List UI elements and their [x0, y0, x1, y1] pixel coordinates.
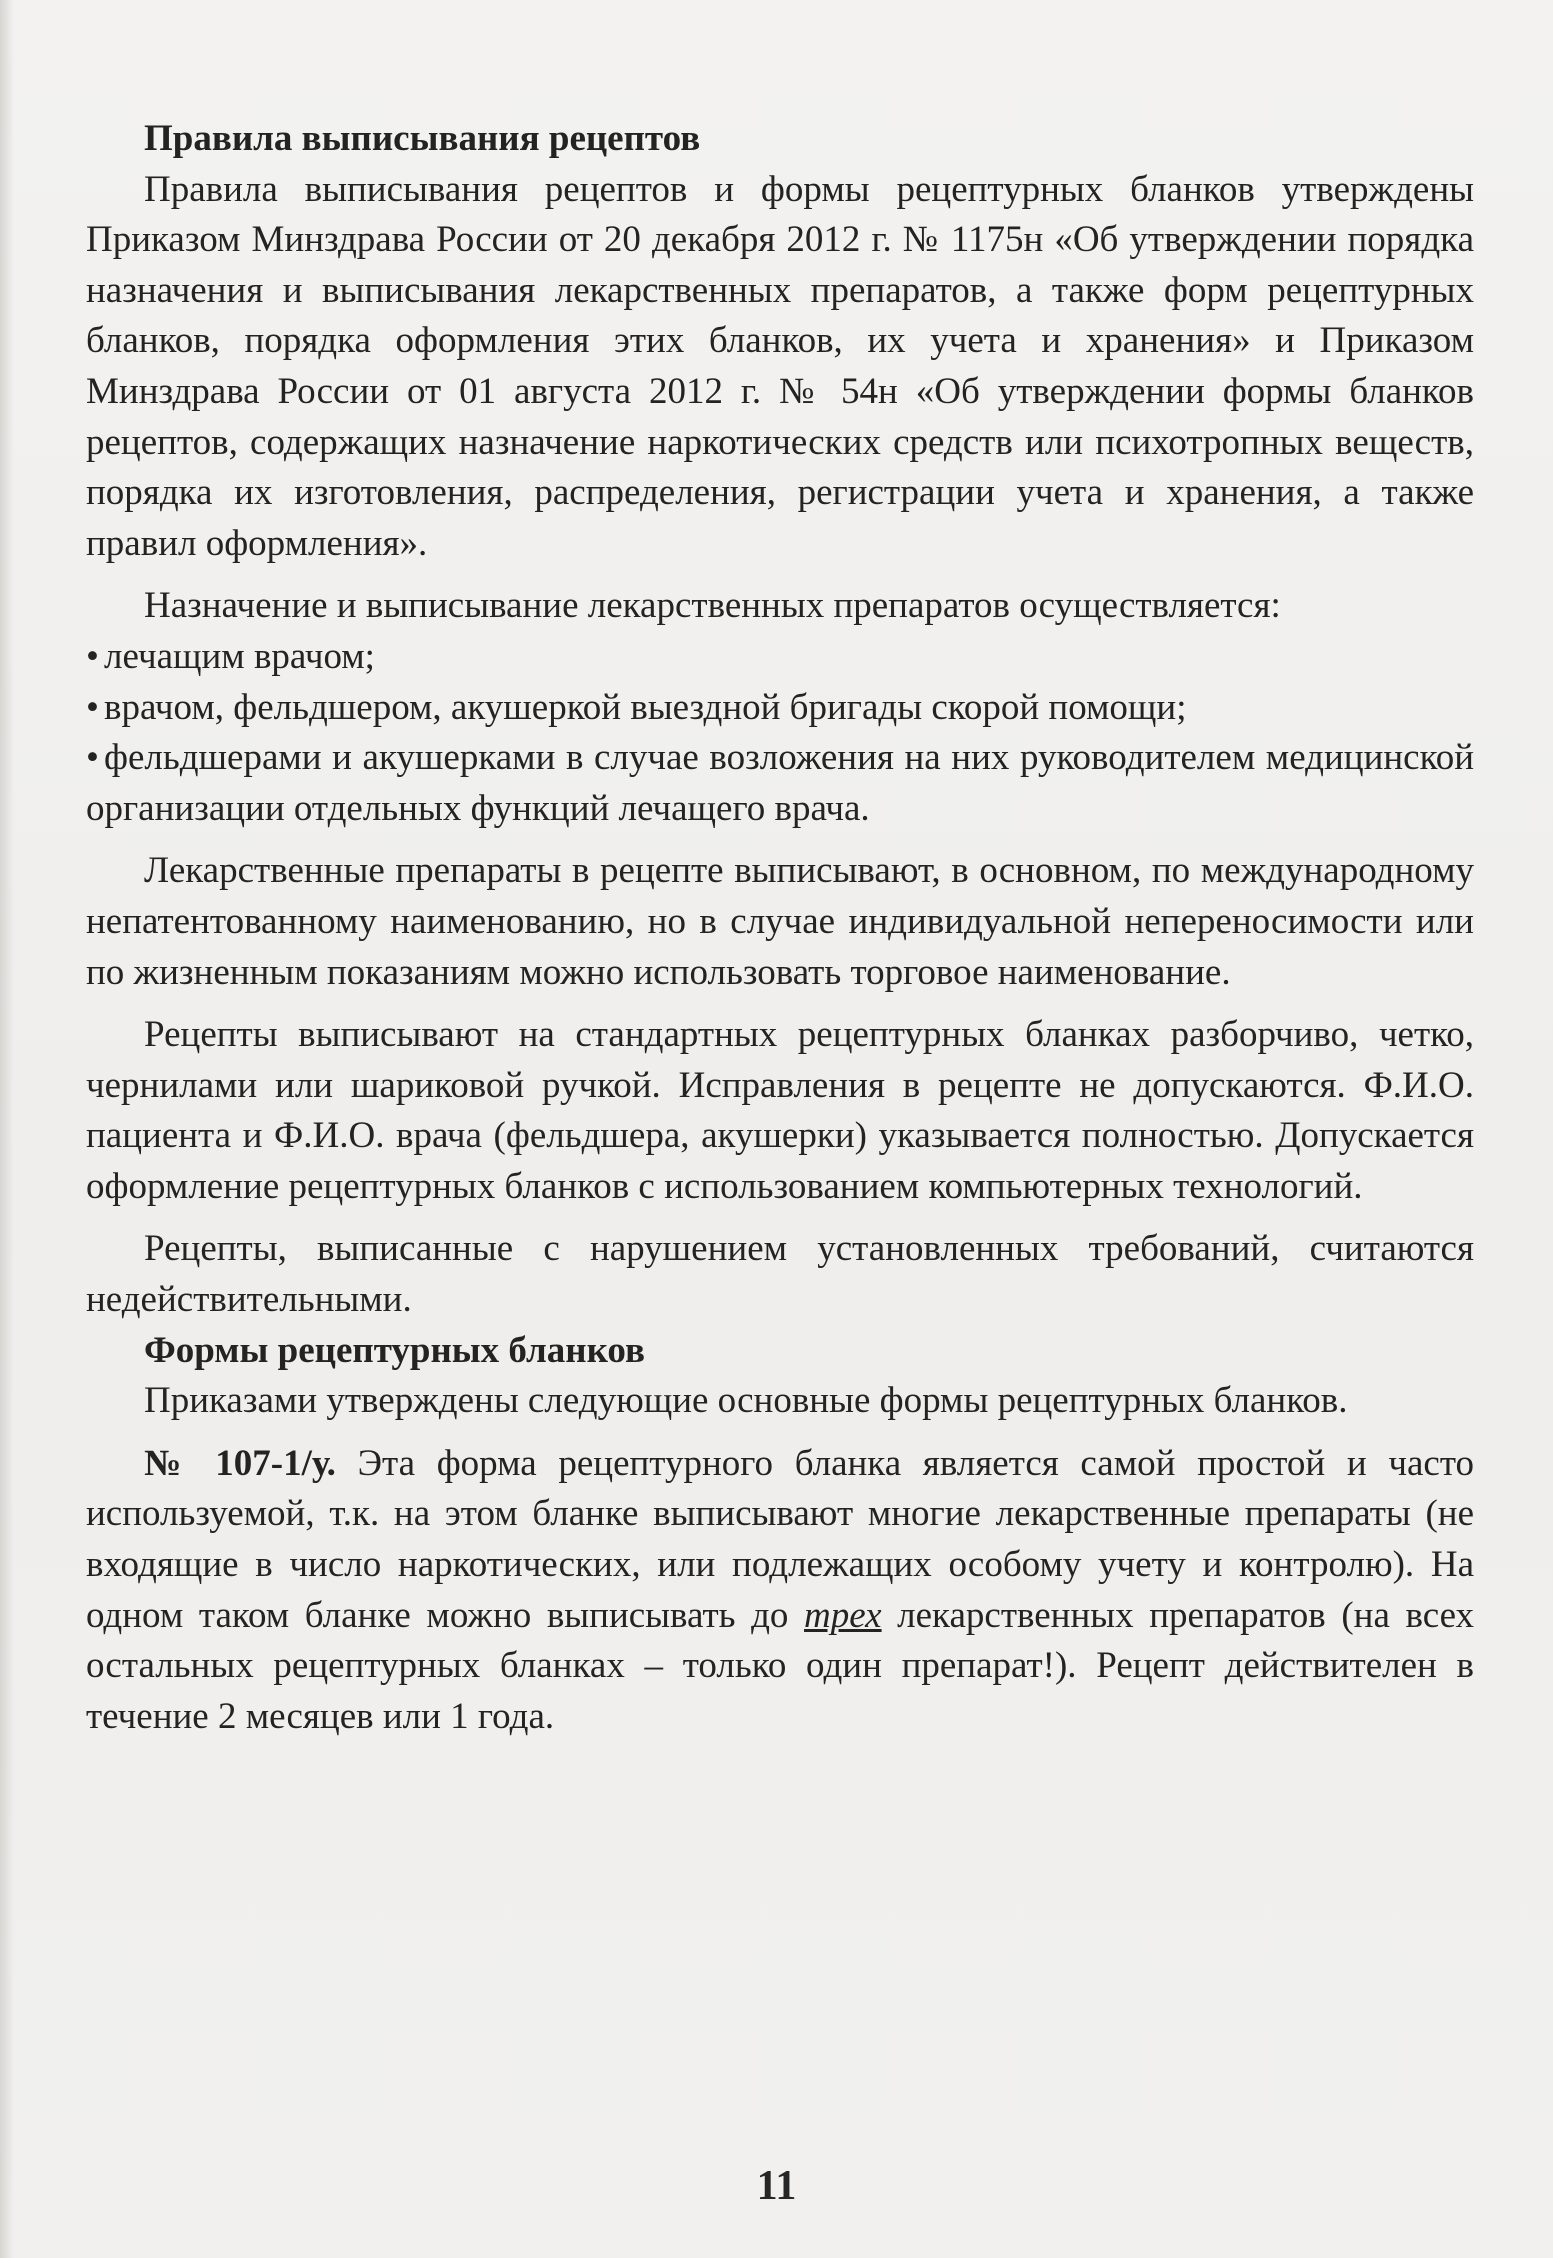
- list-item: [86, 683, 1474, 734]
- list-item-text: врачом, фельдшером, акушеркой выездной бригады скорой помощи;: [104, 686, 1187, 728]
- page-text: [86, 114, 1474, 1742]
- paragraph-invalid-prescriptions: Рецепты, выписанные с нарушением установленных требований, считаются недействительными.: [86, 1228, 1474, 1321]
- bullet-icon: •: [86, 686, 99, 728]
- prescriber-list: [86, 632, 1474, 834]
- list-item-text: фельдшерами и акушерками в случае возложения на них руководителем медицинской организации отдельных функций лечащего врача.: [86, 737, 1474, 829]
- paragraph-who-prescribes: Назначение и выписывание лекарственных препаратов осуществляется:: [144, 585, 1281, 627]
- emphasis-three: трех: [804, 1594, 882, 1636]
- scan-edge-shadow: [0, 0, 14, 2258]
- page-number: 11: [756, 2163, 797, 2209]
- form-107-text-part1: Эта форма рецептурного бланка является самой простой и часто используемой, т.к. на этом бланке выписывают многие лекарственные препараты (не входящие в число наркотических, или подлежащих особому учету и контролю). На одном таком бланке можно выписывать до: [86, 1442, 1474, 1636]
- paragraph-forms-intro: Приказами утверждены следующие основные формы рецептурных бланков.: [144, 1380, 1348, 1422]
- list-item: [86, 632, 1474, 683]
- list-item-text: лечащим врачом;: [104, 635, 375, 677]
- list-item: [86, 733, 1474, 834]
- section-heading-prescription-rules: Правила выписывания рецептов: [144, 118, 701, 159]
- paragraph-drug-naming: Лекарственные препараты в рецепте выписывают, в основном, по международному непатентованному наименованию, но в случае индивидуальной непереносимости или по жизненным показаниям можно использовать торговое наименование.: [86, 850, 1474, 993]
- section-heading-form-types: Формы рецептурных бланков: [144, 1329, 645, 1371]
- bullet-icon: •: [86, 737, 99, 779]
- form-name-107: № 107-1/у.: [144, 1442, 336, 1484]
- bullet-icon: •: [86, 635, 99, 677]
- paragraph-orders: Правила выписывания рецептов и формы рецептурных бланков утверждены Приказом Минздрава России от 20 декабря 2012 г. № 1175н «Об утверждении порядка назначения и выписывания лекарственных препаратов, а также форм рецептурных бланков, порядка оформления этих бланков, их учета и хранения» и Приказом Минздрава России от 01 августа 2012 г. № 54н «Об утверждении формы бланков рецептов, содержащих назначение наркотических средств или психотропных веществ, порядка их изготовления, распределения, регистрации учета и хранения, а также правил оформления».: [86, 168, 1474, 564]
- paragraph-form-107: [86, 1439, 1474, 1743]
- form-107-text-part2: лекарственных препаратов (на всех остальных рецептурных бланках – только один препарат!). Рецепт действителен в течение 2 месяцев или 1 года.: [86, 1594, 1475, 1737]
- paragraph-writing-rules: Рецепты выписывают на стандартных рецептурных бланках разборчиво, четко, чернилами или шариковой ручкой. Исправления в рецепте не допускаются. Ф.И.О. пациента и Ф.И.О. врача (фельдшера, акушерки) указывается полностью. Допускается оформление рецептурных бланков с использованием компьютерных технологий.: [86, 1014, 1474, 1207]
